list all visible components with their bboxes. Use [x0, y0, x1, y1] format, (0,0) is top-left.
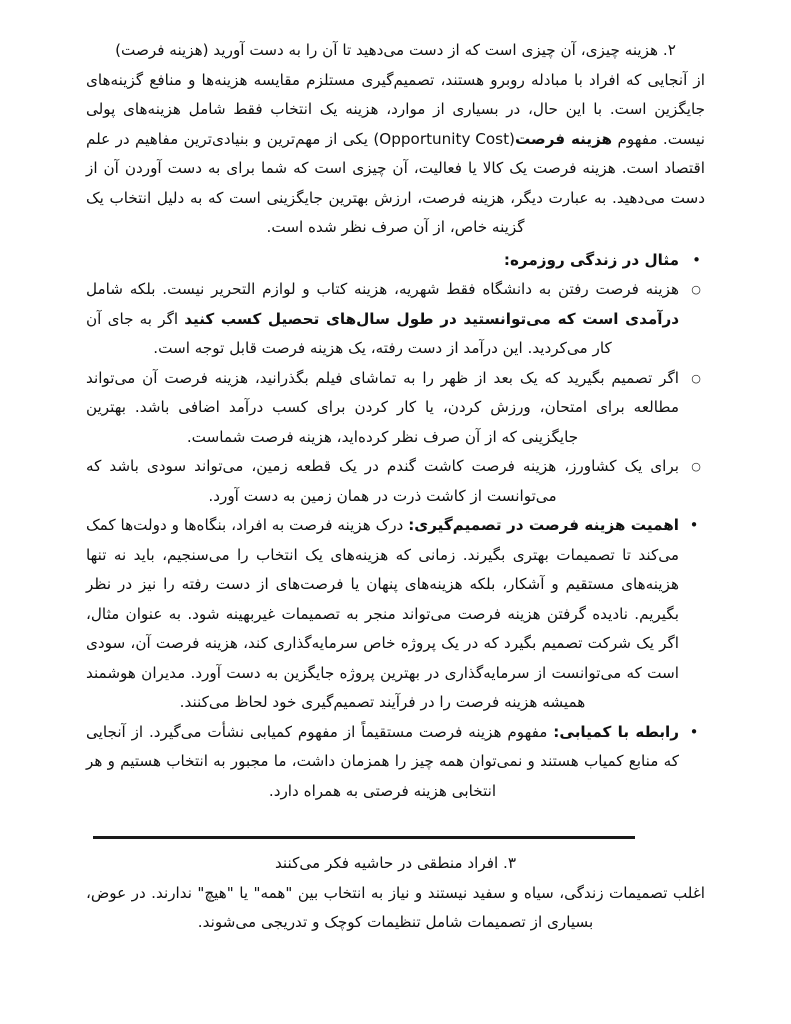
section-2-bold-term: هزینه فرصت: [514, 129, 613, 148]
section-2-paragraph: [86, 66, 705, 243]
list-item-heading: رابطه با کمیابی:: [553, 722, 679, 741]
circle-bullet-icon: ○: [691, 460, 701, 473]
list-item: [86, 364, 705, 453]
section-3: [86, 849, 705, 938]
circle-bullet-icon: ○: [691, 283, 701, 296]
disc-bullet-icon: •: [692, 250, 701, 269]
list-item-text: اگر تصمیم بگیرید که یک بعد از ظهر را به تماشای فیلم بگذرانید، هزینه فرصت آن می‌تواند مطالعه برای امتحان، ورزش کردن، یا کار کردن برای کسب درآمد اضافی باشد. بهترین جایگزینی که از آن صرف نظر کرده‌اید، هزینه فرصت شماست.: [86, 368, 679, 446]
list-item-text-part-1: هزینه فرصت رفتن به دانشگاه فقط شهریه، هزینه کتاب و لوازم التحریر نیست. بلکه شامل: [86, 280, 679, 298]
section-separator: [86, 836, 705, 839]
list-item: [86, 511, 705, 718]
section-2-latin-term: (Opportunity Cost): [373, 129, 515, 148]
list-item: [86, 452, 705, 511]
bullet-list: [86, 246, 705, 807]
list-item: [86, 275, 705, 364]
list-item-text-part-2: اگر به جای آن کار می‌کردید. این درآمد از دست رفته، یک هزینه فرصت قابل توجه است.: [86, 309, 612, 357]
list-item-heading: مثال در زندگی روزمره:: [503, 250, 679, 269]
list-item-text: برای یک کشاورز، هزینه فرصت کاشت گندم در یک قطعه زمین، می‌تواند سودی باشد که می‌توانست از کاشت ذرت در همان زمین به دست آورد.: [86, 457, 679, 505]
circle-bullet-icon: ○: [691, 371, 701, 385]
horizontal-rule: [93, 836, 635, 839]
list-item: [86, 718, 705, 807]
list-item: [86, 246, 705, 276]
list-item-text: درک هزینه فرصت به افراد، بنگاه‌ها و دولت‌ها کمک می‌کند تا تصمیمات بهتری بگیرند. زمانی که هزینه‌های یک انتخاب را می‌سنجیم، باید نه تنها هزینه‌های مستقیم و آشکار، بلکه هزینه‌های پنهان یا فرصت‌های از دست رفته را نیز در نظر بگیریم. نادیده گرفتن هزینه فرصت می‌تواند منجر به تصمیمات غیربهینه شود. به عنوان مثال، اگر یک شرکت تصمیم بگیرد که در یک پروژه خاص سرمایه‌گذاری کند، هزینه فرصت آن، سودی است که می‌توانست از سرمایه‌گذاری در بهترین پروژه جایگزین به دست آورد. مدیران هوشمند همیشه هزینه فرصت را در فرآیند تصمیم‌گیری خود لحاظ می‌کنند.: [86, 516, 679, 711]
section-3-heading: ۳. افراد منطقی در حاشیه فکر می‌کنند: [274, 854, 517, 872]
list-item-heading: اهمیت هزینه فرصت در تصمیم‌گیری:: [408, 516, 679, 534]
section-2-paragraph-part-1: از آنجایی که افراد با مبادله روبرو هستند، تصمیم‌گیری مستلزم مقایسه هزینه‌ها و منافع گزینه‌های جایگزین است. با این حال، در بسیاری از موارد، هزینه یک انتخاب فقط شامل هزینه‌های پولی نیست. مفهوم: [86, 70, 705, 148]
section-3-paragraph: اغلب تصمیمات زندگی، سیاه و سفید نیستند و نیاز به انتخاب بین "همه" یا "هیچ" ندارند. در عوض، بسیاری از تصمیمات شامل تنظیمات کوچک و تدریجی می‌شوند.: [86, 883, 705, 931]
section-2-paragraph-part-2: یکی از مهم‌ترین و بنیادی‌ترین مفاهیم در علم اقتصاد است. هزینه فرصت یک کالا یا فعالیت، آن چیزی است که شما برای به دست آوردن آن از دست می‌دهید. به عبارت دیگر، هزینه فرصت، ارزش بهترین جایگزینی است که به دلیل انتخاب یک گزینه خاص، از آن صرف نظر شده است.: [86, 129, 705, 236]
disc-bullet-icon: •: [689, 516, 699, 534]
section-2-heading: ۲. هزینه چیزی، آن چیزی است که از دست می‌دهید تا آن را به دست آورید (هزینه فرصت): [115, 41, 676, 59]
list-item-bold-1: درآمدی است که می‌توانستید در طول سال‌های تحصیل کسب کنید: [184, 309, 679, 328]
disc-bullet-icon: •: [689, 722, 699, 741]
list-item-text: مفهوم هزینه فرصت مستقیماً از مفهوم کمیابی نشأت می‌گیرد. از آنجایی که منابع کمیاب هستند و نمی‌توان همه چیز را همزمان داشت، ما مجبور به انتخاب هستیم و هر انتخابی هزینه فرصتی به همراه دارد.: [86, 722, 679, 800]
